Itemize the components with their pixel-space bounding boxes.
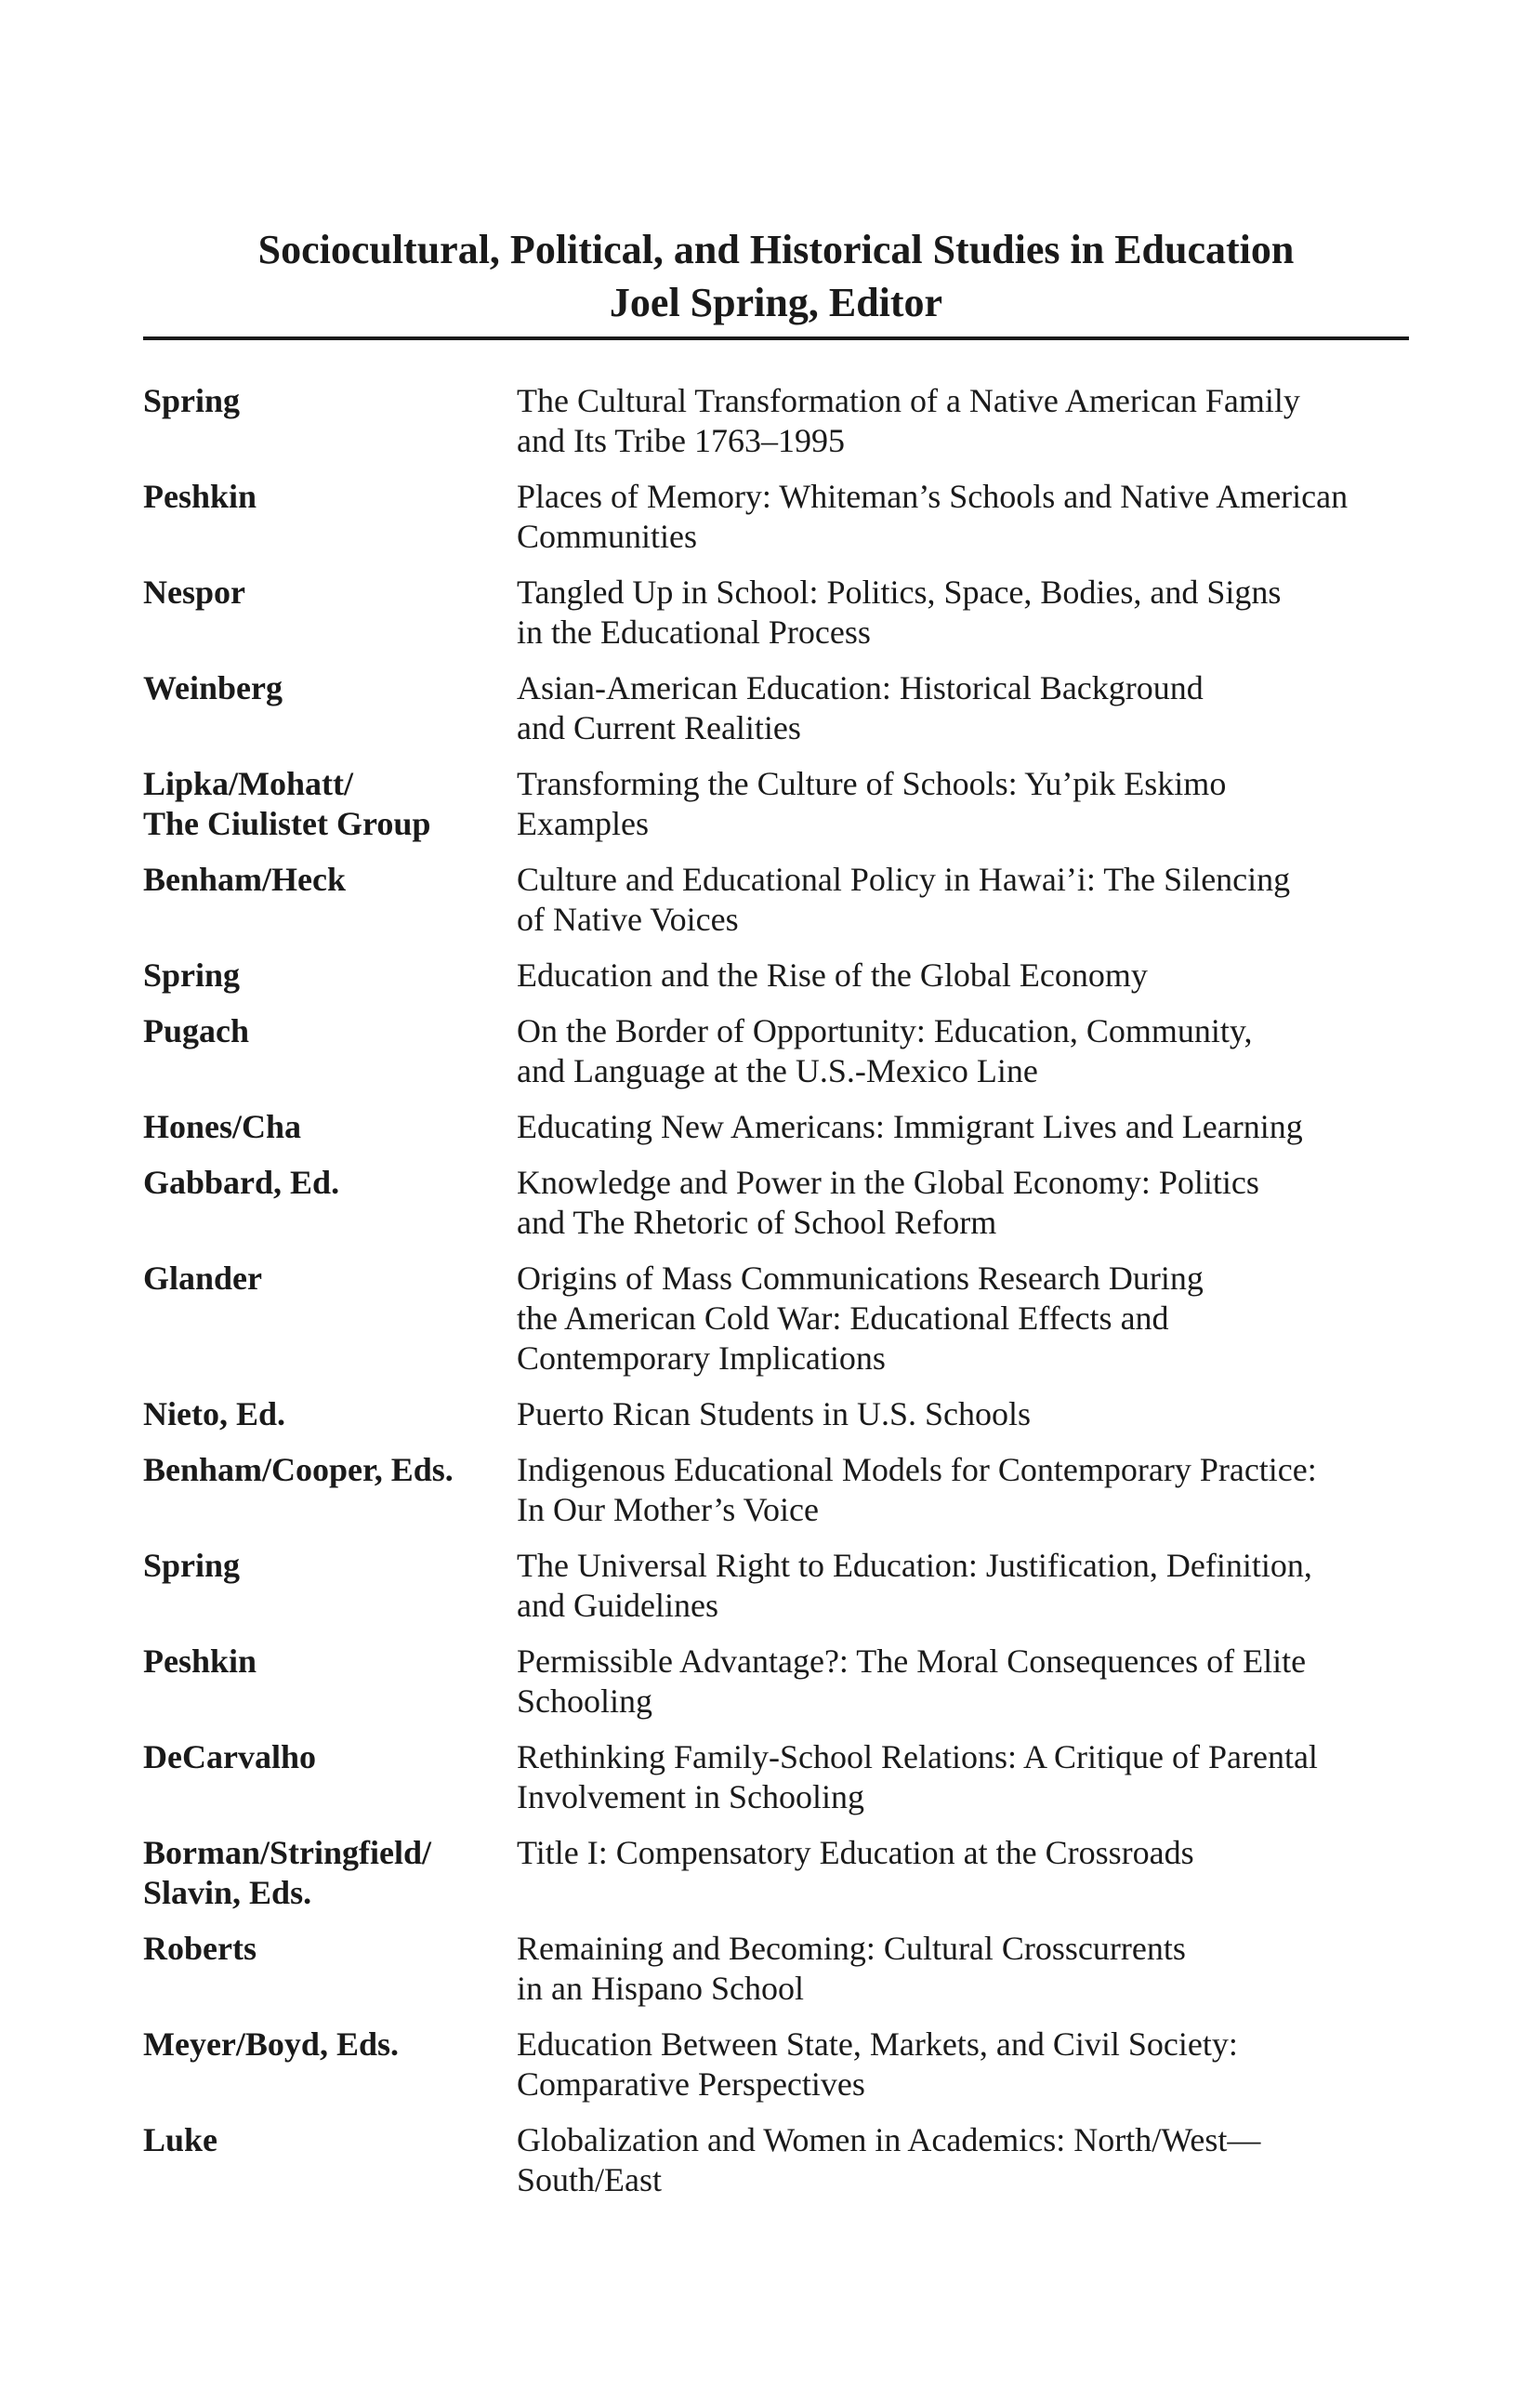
entry-title: Tangled Up in School: Politics, Space, Bodies, and Signs in the Educational Process	[517, 574, 1282, 651]
list-item	[143, 1929, 1409, 2009]
entry-author: Glander	[143, 1260, 263, 1297]
entry-title: Title I: Compensatory Education at the Crossroads	[517, 1834, 1194, 1871]
list-item	[143, 2025, 1409, 2104]
book-list	[143, 381, 1409, 2200]
entry-title: Knowledge and Power in the Global Economy: Politics and The Rhetoric of School Reform	[517, 1164, 1259, 1241]
entry-title: Education and the Rise of the Global Economy	[517, 956, 1148, 994]
entry-title: Education Between State, Markets, and Civil Society: Comparative Perspectives	[517, 2025, 1238, 2103]
header-divider	[143, 336, 1409, 340]
list-item	[143, 1450, 1409, 1530]
list-item	[143, 860, 1409, 940]
entry-title: Puerto Rican Students in U.S. Schools	[517, 1395, 1032, 1432]
list-item	[143, 1259, 1409, 1379]
entry-author: Benham/Heck	[143, 861, 347, 898]
list-item	[143, 2120, 1409, 2200]
list-item	[143, 1642, 1409, 1722]
series-editor: Joel Spring, Editor	[609, 280, 943, 325]
entry-author: Peshkin	[143, 478, 257, 515]
entry-author: Weinberg	[143, 669, 283, 706]
entry-title: Transforming the Culture of Schools: Yu’pik Eskimo Examples	[517, 765, 1227, 842]
entry-title: Remaining and Becoming: Cultural Crosscurrents in an Hispano School	[517, 1930, 1186, 2007]
list-item	[143, 764, 1409, 844]
entry-author: Hones/Cha	[143, 1108, 302, 1145]
entry-title: Origins of Mass Communications Research During the American Cold War: Educational Effects and Contemporary Implications	[517, 1260, 1204, 1377]
entry-title: The Universal Right to Education: Justification, Definition, and Guidelines	[517, 1547, 1312, 1624]
entry-title: Culture and Educational Policy in Hawai’i: The Silencing of Native Voices	[517, 861, 1291, 938]
entry-author: Nieto, Ed.	[143, 1395, 285, 1432]
entry-author: Lipka/Mohatt/ The Ciulistet Group	[143, 765, 431, 842]
series-title: Sociocultural, Political, and Historical Studies in Education	[257, 227, 1295, 272]
entry-author: Roberts	[143, 1930, 257, 1967]
entry-author: DeCarvalho	[143, 1738, 316, 1775]
list-item	[143, 1011, 1409, 1091]
list-item	[143, 1394, 1409, 1434]
series-header	[143, 223, 1409, 329]
list-item	[143, 956, 1409, 996]
entry-author: Nespor	[143, 574, 245, 611]
list-item	[143, 1833, 1409, 1913]
entry-author: Luke	[143, 2121, 218, 2158]
list-item	[143, 1737, 1409, 1817]
entry-author: Peshkin	[143, 1642, 257, 1680]
entry-author: Pugach	[143, 1012, 250, 1049]
entry-author: Spring	[143, 382, 241, 419]
list-item	[143, 668, 1409, 748]
list-item	[143, 477, 1409, 557]
entry-author: Gabbard, Ed.	[143, 1164, 340, 1201]
entry-title: Places of Memory: Whiteman’s Schools and Native American Communities	[517, 478, 1349, 555]
entry-title: On the Border of Opportunity: Education, Community, and Language at the U.S.-Mexico Line	[517, 1012, 1253, 1089]
book-series-page	[143, 223, 1409, 2216]
entry-author: Spring	[143, 1547, 241, 1584]
entry-author: Benham/Cooper, Eds.	[143, 1451, 454, 1488]
entry-title: Indigenous Educational Models for Contemporary Practice: In Our Mother’s Voice	[517, 1451, 1317, 1528]
entry-title: Educating New Americans: Immigrant Lives and Learning	[517, 1108, 1303, 1145]
list-item	[143, 381, 1409, 461]
list-item	[143, 1163, 1409, 1243]
entry-author: Borman/Stringfield/ Slavin, Eds.	[143, 1834, 432, 1911]
entry-title: Globalization and Women in Academics: North/West— South/East	[517, 2121, 1261, 2198]
list-item	[143, 573, 1409, 653]
list-item	[143, 1107, 1409, 1147]
entry-title: Asian-American Education: Historical Background and Current Realities	[517, 669, 1204, 746]
list-item	[143, 1546, 1409, 1626]
entry-title: The Cultural Transformation of a Native American Family and Its Tribe 1763–1995	[517, 382, 1300, 459]
entry-title: Permissible Advantage?: The Moral Consequences of Elite Schooling	[517, 1642, 1307, 1720]
entry-title: Rethinking Family-School Relations: A Critique of Parental Involvement in Schooling	[517, 1738, 1318, 1815]
entry-author: Spring	[143, 956, 241, 994]
entry-author: Meyer/Boyd, Eds.	[143, 2025, 399, 2063]
